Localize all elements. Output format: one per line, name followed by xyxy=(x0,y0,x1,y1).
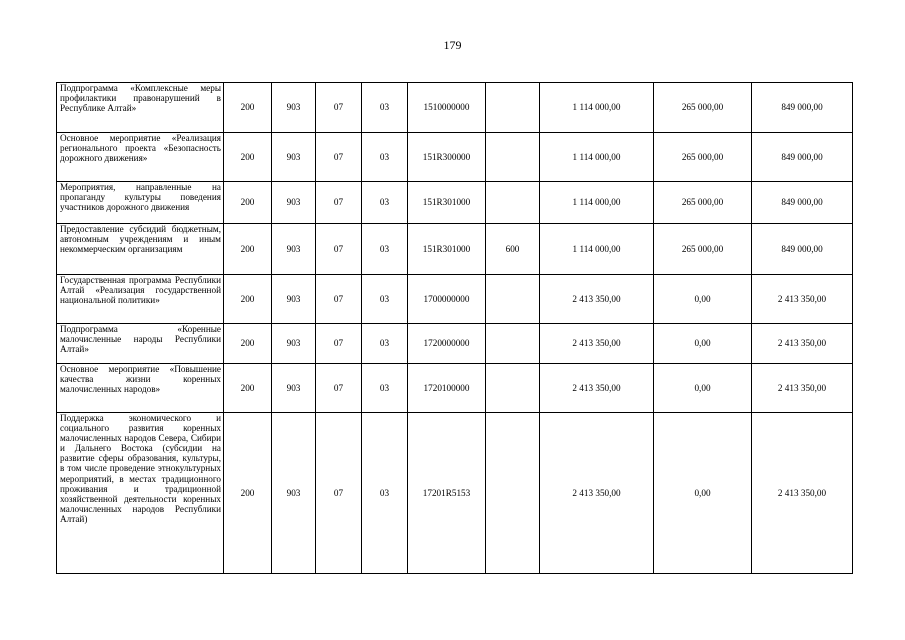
table-row xyxy=(57,133,853,182)
cell-c3: 07 xyxy=(316,364,362,413)
cell-v1: 0,00 xyxy=(654,413,752,574)
cell-c4: 03 xyxy=(362,275,408,324)
cell-type xyxy=(486,364,540,413)
row-name: Подпрограмма «Коренные малочисленные народы Республики Алтай» xyxy=(57,324,224,364)
table-row xyxy=(57,324,853,364)
cell-v1: 0,00 xyxy=(654,275,752,324)
cell-code: 1720100000 xyxy=(408,364,486,413)
cell-v2: 2 413 350,00 xyxy=(752,413,853,574)
cell-c2: 903 xyxy=(272,83,316,133)
cell-type: 600 xyxy=(486,224,540,275)
cell-c2: 903 xyxy=(272,413,316,574)
cell-type xyxy=(486,275,540,324)
cell-total: 1 114 000,00 xyxy=(540,224,654,275)
cell-c1: 200 xyxy=(224,413,272,574)
table-row xyxy=(57,224,853,275)
row-name: Поддержка экономического и социального развития коренных малочисленных народов Севера, Сибири и Дальнего Востока (субсидии на развитие сферы образования, культуры, в том числе проведение этнокультурных мероприятий, в местах традиционного проживания и традиционной хозяйственной деятельности коренных малочисленных народов Республики Алтай) xyxy=(57,413,224,574)
budget-table xyxy=(56,82,853,574)
cell-v1: 265 000,00 xyxy=(654,224,752,275)
cell-v1: 0,00 xyxy=(654,324,752,364)
cell-v2: 2 413 350,00 xyxy=(752,324,853,364)
cell-c2: 903 xyxy=(272,364,316,413)
cell-c3: 07 xyxy=(316,133,362,182)
table-row xyxy=(57,83,853,133)
cell-c3: 07 xyxy=(316,413,362,574)
cell-c3: 07 xyxy=(316,182,362,224)
row-name: Основное мероприятие «Повышение качества жизни коренных малочисленных народов» xyxy=(57,364,224,413)
cell-c4: 03 xyxy=(362,182,408,224)
cell-total: 1 114 000,00 xyxy=(540,133,654,182)
cell-c4: 03 xyxy=(362,364,408,413)
cell-c1: 200 xyxy=(224,364,272,413)
table-row xyxy=(57,413,853,574)
cell-c1: 200 xyxy=(224,224,272,275)
cell-c4: 03 xyxy=(362,413,408,574)
cell-c3: 07 xyxy=(316,275,362,324)
cell-code: 1720000000 xyxy=(408,324,486,364)
cell-type xyxy=(486,413,540,574)
cell-v1: 265 000,00 xyxy=(654,133,752,182)
cell-c1: 200 xyxy=(224,324,272,364)
row-name: Мероприятия, направленные на пропаганду культуры поведения участников дорожного движения xyxy=(57,182,224,224)
cell-c2: 903 xyxy=(272,133,316,182)
cell-type xyxy=(486,83,540,133)
cell-v2: 2 413 350,00 xyxy=(752,364,853,413)
cell-c2: 903 xyxy=(272,275,316,324)
table-row xyxy=(57,275,853,324)
cell-c2: 903 xyxy=(272,182,316,224)
cell-c3: 07 xyxy=(316,224,362,275)
cell-v1: 265 000,00 xyxy=(654,182,752,224)
cell-c1: 200 xyxy=(224,83,272,133)
cell-c2: 903 xyxy=(272,324,316,364)
cell-code: 1700000000 xyxy=(408,275,486,324)
cell-v2: 2 413 350,00 xyxy=(752,275,853,324)
cell-v2: 849 000,00 xyxy=(752,133,853,182)
cell-v2: 849 000,00 xyxy=(752,182,853,224)
cell-total: 2 413 350,00 xyxy=(540,364,654,413)
cell-c4: 03 xyxy=(362,224,408,275)
cell-c3: 07 xyxy=(316,83,362,133)
cell-type xyxy=(486,133,540,182)
cell-v2: 849 000,00 xyxy=(752,83,853,133)
cell-c1: 200 xyxy=(224,275,272,324)
cell-c1: 200 xyxy=(224,133,272,182)
cell-total: 1 114 000,00 xyxy=(540,182,654,224)
cell-code: 1510000000 xyxy=(408,83,486,133)
cell-c4: 03 xyxy=(362,83,408,133)
row-name: Государственная программа Республики Алтай «Реализация государственной национальной политики» xyxy=(57,275,224,324)
table-row xyxy=(57,364,853,413)
cell-v1: 0,00 xyxy=(654,364,752,413)
cell-v2: 849 000,00 xyxy=(752,224,853,275)
cell-total: 2 413 350,00 xyxy=(540,413,654,574)
page-number: 179 xyxy=(443,38,462,52)
cell-type xyxy=(486,324,540,364)
row-name: Предоставление субсидий бюджетным, автономным учреждениям и иным некоммерческим организациям xyxy=(57,224,224,275)
cell-c3: 07 xyxy=(316,324,362,364)
cell-code: 151R301000 xyxy=(408,224,486,275)
cell-code: 17201R5153 xyxy=(408,413,486,574)
row-name: Подпрограмма «Комплексные меры профилактики правонарушений в Республике Алтай» xyxy=(57,83,224,133)
cell-c4: 03 xyxy=(362,133,408,182)
cell-c1: 200 xyxy=(224,182,272,224)
cell-code: 151R300000 xyxy=(408,133,486,182)
cell-type xyxy=(486,182,540,224)
cell-code: 151R301000 xyxy=(408,182,486,224)
cell-total: 2 413 350,00 xyxy=(540,324,654,364)
row-name: Основное мероприятие «Реализация регионального проекта «Безопасность дорожного движения» xyxy=(57,133,224,182)
cell-c2: 903 xyxy=(272,224,316,275)
cell-total: 1 114 000,00 xyxy=(540,83,654,133)
table-row xyxy=(57,182,853,224)
cell-total: 2 413 350,00 xyxy=(540,275,654,324)
cell-c4: 03 xyxy=(362,324,408,364)
cell-v1: 265 000,00 xyxy=(654,83,752,133)
